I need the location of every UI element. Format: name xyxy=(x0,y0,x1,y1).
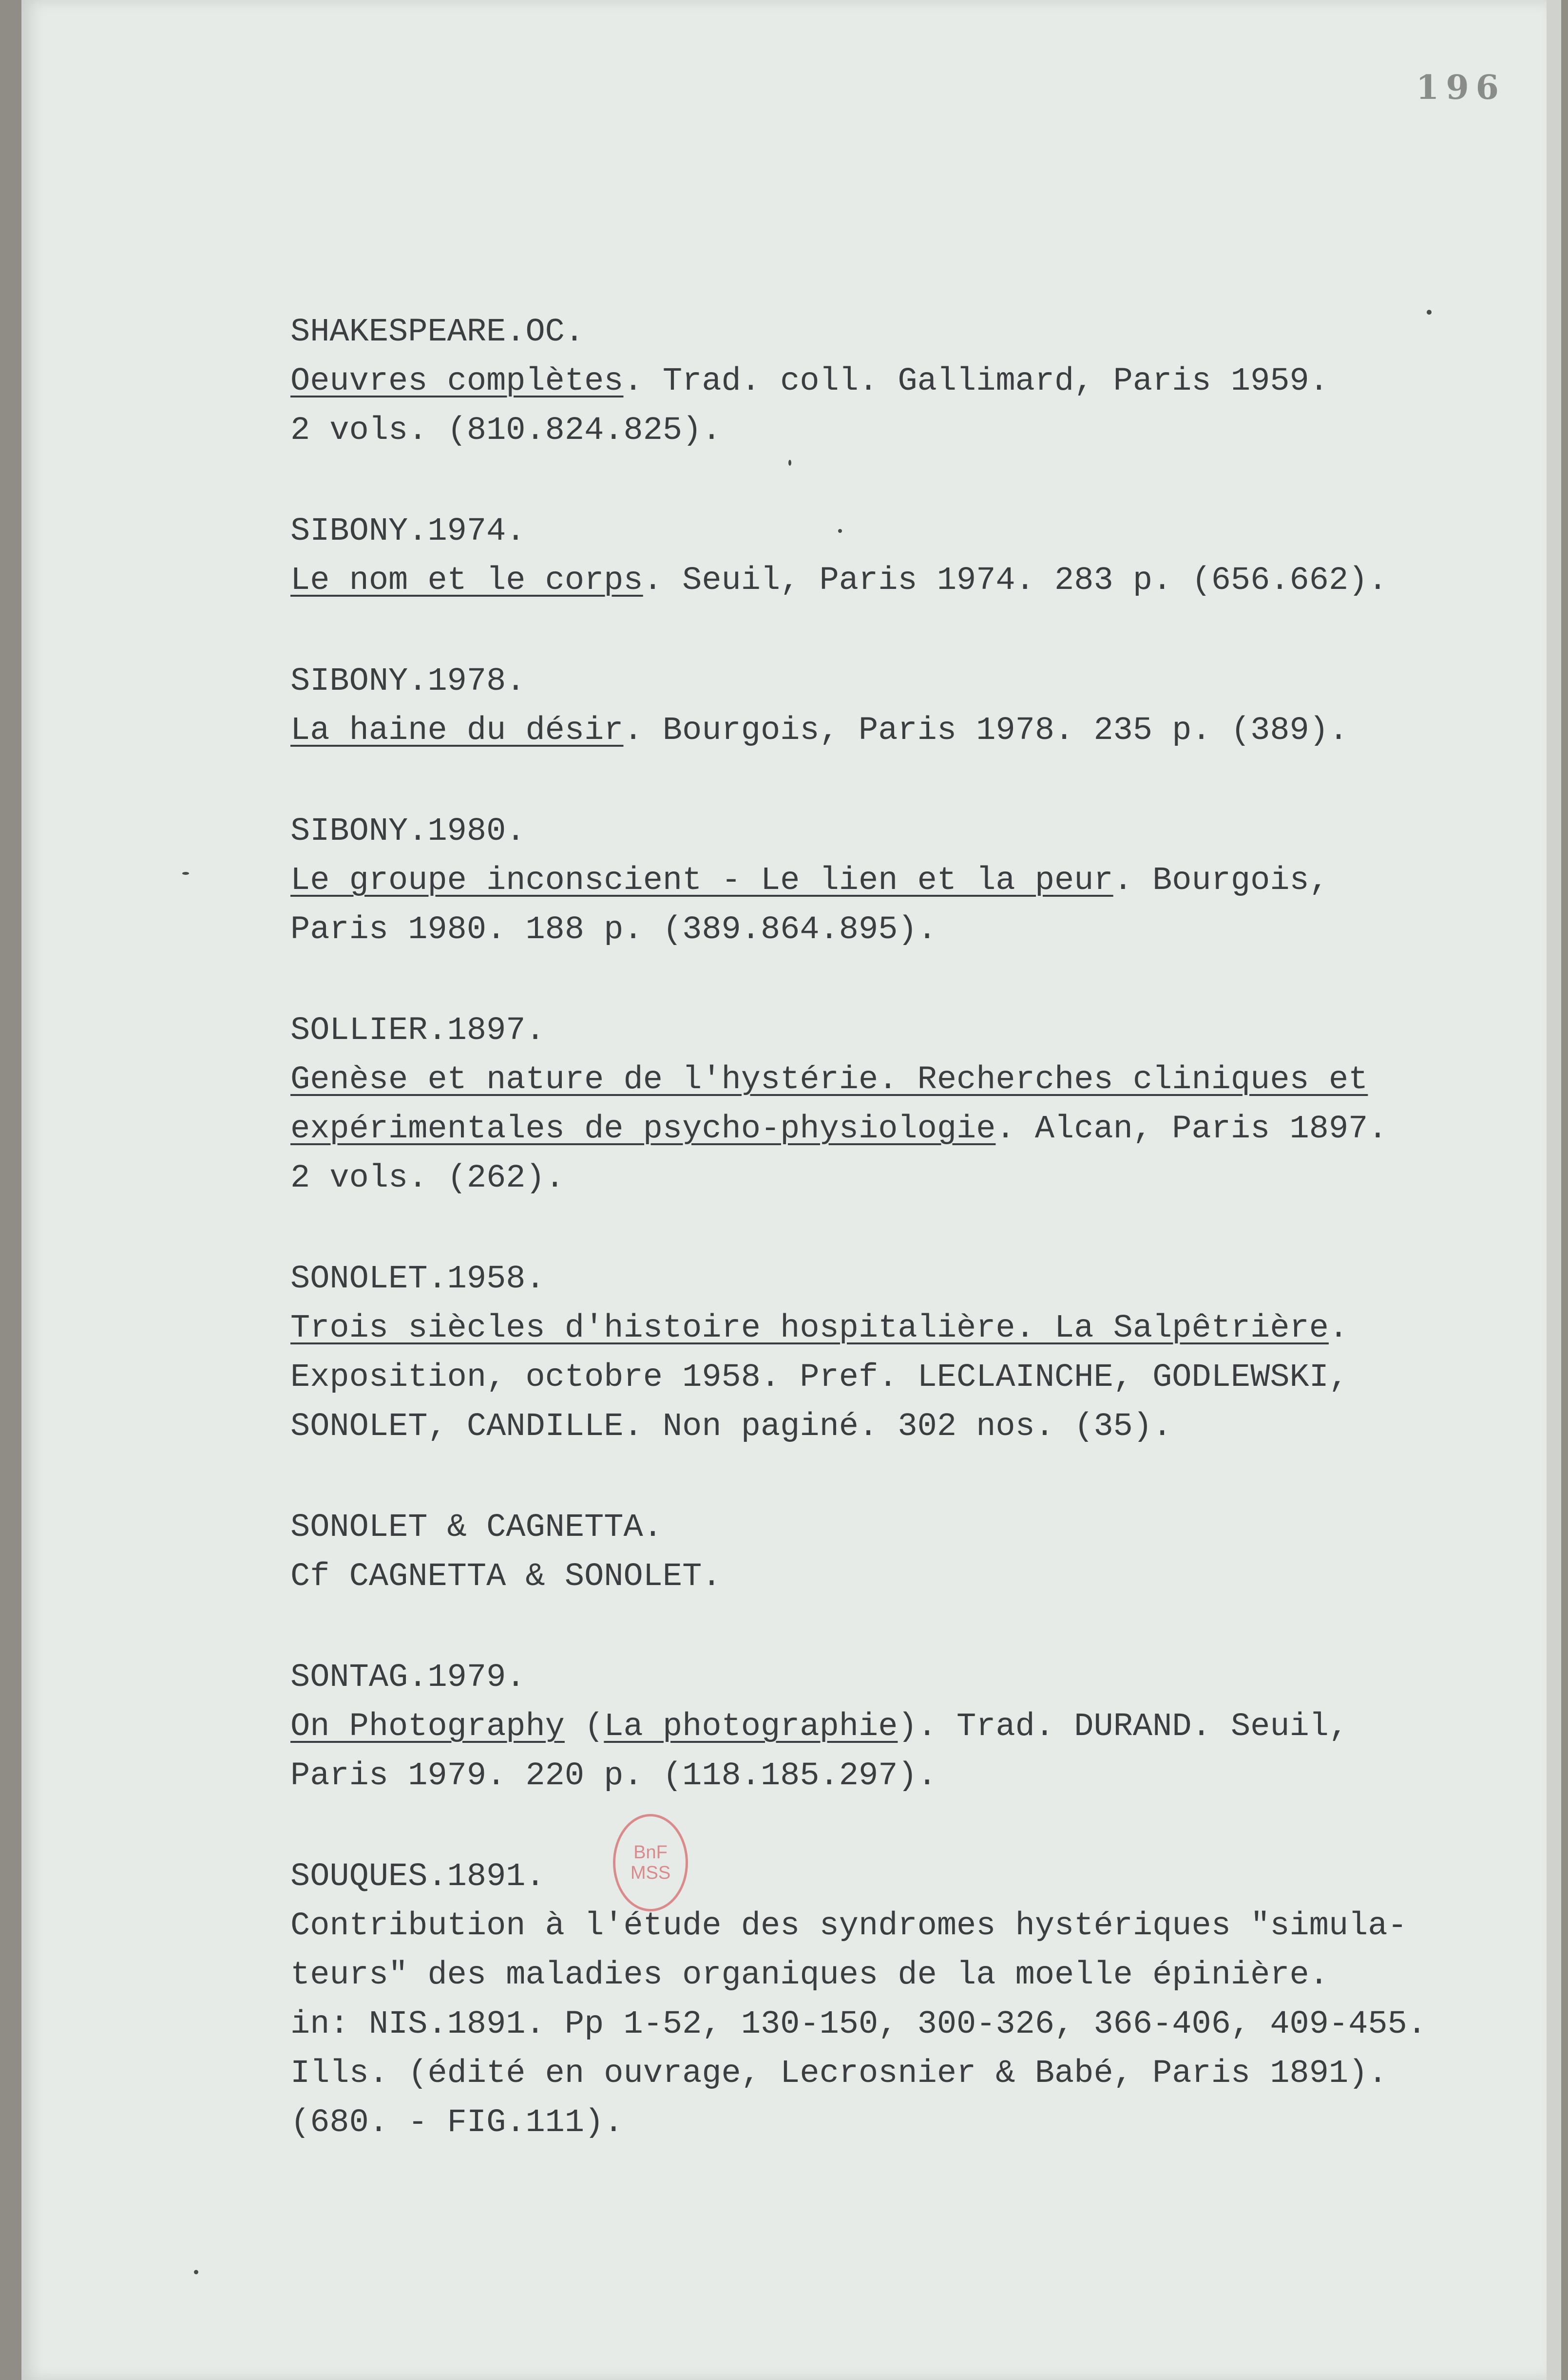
entry-title: La haine du désir xyxy=(290,712,624,749)
entry-title: Oeuvres complètes xyxy=(290,363,624,400)
entry-title: Trois siècles d'histoire hospitalière. La Salpêtrière xyxy=(290,1310,1329,1347)
entry-details-line: Ills. (édité en ouvrage, Lecrosnier & Babé, Paris 1891). xyxy=(290,2055,1388,2092)
entry-heading: SIBONY.1980. xyxy=(290,813,526,850)
entry-heading: SIBONY.1978. xyxy=(290,663,526,700)
bibliography-entry xyxy=(290,807,1470,955)
bibliography-entry xyxy=(290,507,1470,605)
entry-details-line: Paris 1980. 188 p. (389.864.895). xyxy=(290,911,937,948)
entry-details-line: Cf CAGNETTA & SONOLET. xyxy=(290,1558,722,1595)
entry-heading: SOUQUES.1891. xyxy=(290,1858,545,1895)
entry-details-line: (680. - FIG.111). xyxy=(290,2104,624,2141)
entry-heading: SHAKESPEARE.OC. xyxy=(290,314,585,351)
bibliography-entry xyxy=(290,1852,1470,2148)
bibliography-entry xyxy=(290,657,1470,756)
entry-details-line: Paris 1979. 220 p. (118.185.297). xyxy=(290,1757,937,1794)
bibliography-entry xyxy=(290,1255,1470,1452)
entry-details: . Seuil, Paris 1974. 283 p. (656.662). xyxy=(643,562,1388,599)
entry-heading: SONTAG.1979. xyxy=(290,1659,526,1696)
page-edge xyxy=(1547,0,1561,2380)
ink-speck xyxy=(1427,310,1432,315)
entry-title: Le nom et le corps xyxy=(290,562,643,599)
entry-title: expérimentales de psycho-physiologie xyxy=(290,1111,996,1148)
entry-details: ). Trad. DURAND. Seuil, xyxy=(898,1708,1349,1745)
library-stamp: BnF MSS xyxy=(613,1814,688,1911)
entry-details-line: teurs" des maladies organiques de la moelle épinière. xyxy=(290,1957,1329,1994)
bibliography-entry xyxy=(290,308,1470,455)
entry-heading: SOLLIER.1897. xyxy=(290,1012,545,1049)
entry-details-line: 2 vols. (262). xyxy=(290,1160,565,1197)
entry-heading: SIBONY.1974. xyxy=(290,513,526,550)
entry-details: . xyxy=(1328,1310,1349,1347)
entry-details: . Trad. coll. Gallimard, Paris 1959. xyxy=(623,363,1329,400)
entry-title-translated: La photographie xyxy=(604,1708,898,1745)
entry-details-line: Exposition, octobre 1958. Pref. LECLAINCHE, GODLEWSKI, xyxy=(290,1359,1349,1396)
bibliography-entry xyxy=(290,1503,1470,1602)
bibliography-entry: SONTAG.1979. On Photography (La photographie). Trad. DURAND. Seuil, Paris 1979. 220 p. (118.185.297). xyxy=(290,1653,1470,1801)
ink-speck xyxy=(788,460,791,466)
entry-details: . Bourgois, Paris 1978. 235 p. (389). xyxy=(623,712,1349,749)
entry-details-line: Contribution à l'étude des syndromes hystériques "simula- xyxy=(290,1908,1407,1945)
entry-heading: SONOLET.1958. xyxy=(290,1261,545,1298)
ink-speck xyxy=(182,872,189,875)
entry-details-line: SONOLET, CANDILLE. Non paginé. 302 nos. (35). xyxy=(290,1408,1172,1445)
entry-details: . Alcan, Paris 1897. xyxy=(995,1111,1388,1148)
entry-heading: SONOLET & CAGNETTA. xyxy=(290,1509,663,1546)
entry-title: Le groupe inconscient - Le lien et la peur xyxy=(290,862,1113,899)
ink-speck xyxy=(838,529,842,533)
entry-details-line: 2 vols. (810.824.825). xyxy=(290,412,722,449)
entry-title: On Photography xyxy=(290,1708,565,1745)
page-number: 196 xyxy=(1416,68,1506,107)
entry-title: Genèse et nature de l'hystérie. Recherches cliniques et xyxy=(290,1061,1368,1098)
bibliography-entry xyxy=(290,1006,1470,1203)
entry-details: . Bourgois, xyxy=(1113,862,1329,899)
ink-speck xyxy=(194,2270,198,2274)
entry-details-line: in: NIS.1891. Pp 1-52, 130-150, 300-326, 366-406, 409-455. xyxy=(290,2006,1427,2043)
bibliography-list xyxy=(290,308,1470,2199)
